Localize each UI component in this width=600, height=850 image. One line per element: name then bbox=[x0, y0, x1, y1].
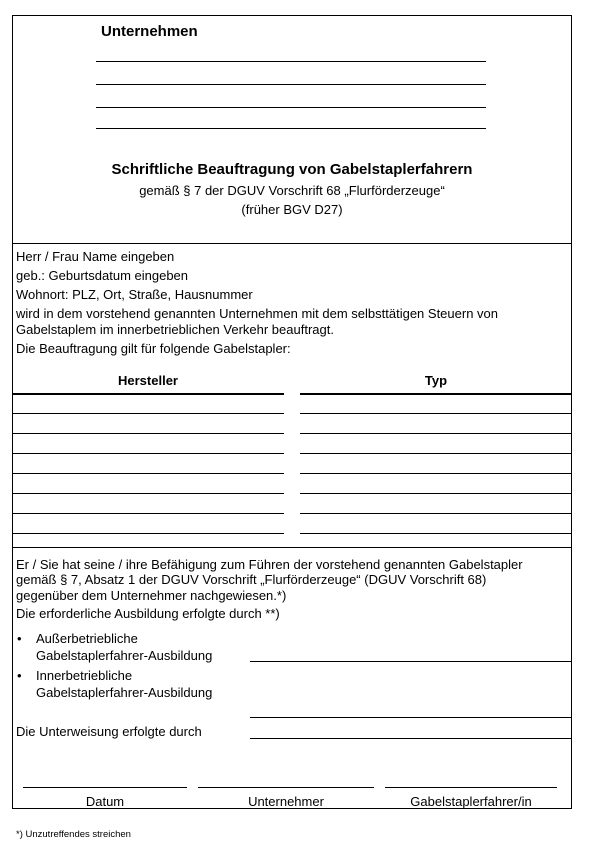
bullet-icon: • bbox=[17, 668, 22, 683]
person-name[interactable]: Herr / Frau Name eingeben bbox=[16, 249, 175, 264]
section-divider bbox=[12, 547, 572, 548]
instruction-line[interactable] bbox=[250, 738, 572, 739]
type-row-line[interactable] bbox=[300, 533, 572, 534]
driver-label: Gabelstaplerfahrer/in bbox=[410, 794, 532, 809]
type-row-line[interactable] bbox=[300, 413, 572, 414]
instruction-label: Die Unterweisung erfolgte durch bbox=[16, 724, 202, 739]
employer-label: Unternehmer bbox=[248, 794, 324, 809]
document-note: (früher BGV D27) bbox=[241, 202, 343, 217]
type-row-line[interactable] bbox=[300, 453, 572, 454]
assignment-text-2: Gabelstaplem im innerbetrieblichen Verkehr beauftragt. bbox=[16, 322, 334, 337]
document-title: Schriftliche Beauftragung von Gabelstaplerfahrern bbox=[111, 161, 473, 178]
bullet-icon: • bbox=[17, 631, 22, 646]
manufacturer-row-line[interactable] bbox=[12, 413, 284, 414]
internal-training-line[interactable] bbox=[250, 717, 572, 718]
date-label: Datum bbox=[85, 794, 125, 809]
assignment-text-1: wird in dem vorstehend genannten Unternehmen mit dem selbsttätigen Steuern von bbox=[16, 306, 499, 321]
person-address[interactable]: Wohnort: PLZ, Ort, Straße, Hausnummer bbox=[16, 287, 253, 302]
external-training-line[interactable] bbox=[250, 661, 572, 662]
company-label: Unternehmen bbox=[101, 23, 198, 40]
qualification-text-3: gegenüber dem Unternehmer nachgewiesen.*) bbox=[16, 588, 287, 603]
company-line-4[interactable] bbox=[96, 128, 486, 129]
manufacturer-row-line[interactable] bbox=[12, 533, 284, 534]
type-row-line[interactable] bbox=[300, 433, 572, 434]
manufacturer-row-line[interactable] bbox=[12, 453, 284, 454]
company-line-1[interactable] bbox=[96, 61, 486, 62]
training-option-internal-2[interactable]: Gabelstaplerfahrer-Ausbildung bbox=[36, 685, 213, 700]
training-intro: Die erforderliche Ausbildung erfolgte durch **) bbox=[16, 606, 280, 621]
training-option-external-1[interactable]: Außerbetriebliche bbox=[36, 631, 138, 646]
column-header-manufacturer: Hersteller bbox=[118, 373, 178, 388]
manufacturer-row-line[interactable] bbox=[12, 473, 284, 474]
footnote-1: *) Unzutreffendes streichen bbox=[16, 829, 131, 840]
type-row-line[interactable] bbox=[300, 493, 572, 494]
driver-signature-line[interactable] bbox=[385, 787, 557, 788]
type-row-line[interactable] bbox=[300, 513, 572, 514]
person-birthdate[interactable]: geb.: Geburtsdatum eingeben bbox=[16, 268, 189, 283]
column-header-type: Typ bbox=[424, 373, 448, 388]
manufacturer-row-line[interactable] bbox=[12, 493, 284, 494]
manufacturer-row-line[interactable] bbox=[12, 433, 284, 434]
type-row-line[interactable] bbox=[300, 473, 572, 474]
manufacturer-row-line[interactable] bbox=[12, 513, 284, 514]
qualification-text-1: Er / Sie hat seine / ihre Befähigung zum Führen der vorstehend genannten Gabelstapler bbox=[16, 557, 523, 572]
assignment-scope: Die Beauftragung gilt für folgende Gabelstapler: bbox=[16, 341, 291, 356]
manufacturer-header-rule bbox=[12, 393, 284, 395]
company-line-2[interactable] bbox=[96, 84, 486, 85]
employer-signature-line[interactable] bbox=[198, 787, 374, 788]
type-header-rule bbox=[300, 393, 572, 395]
date-signature-line[interactable] bbox=[23, 787, 187, 788]
qualification-text-2: gemäß § 7, Absatz 1 der DGUV Vorschrift „Flurförderzeuge“ (DGUV Vorschrift 68) bbox=[16, 572, 487, 587]
training-option-internal-1[interactable]: Innerbetriebliche bbox=[36, 668, 133, 683]
document-subtitle: gemäß § 7 der DGUV Vorschrift 68 „Flurförderzeuge“ bbox=[139, 183, 445, 198]
section-divider bbox=[12, 243, 572, 244]
company-line-3[interactable] bbox=[96, 107, 486, 108]
training-option-external-2[interactable]: Gabelstaplerfahrer-Ausbildung bbox=[36, 648, 213, 663]
